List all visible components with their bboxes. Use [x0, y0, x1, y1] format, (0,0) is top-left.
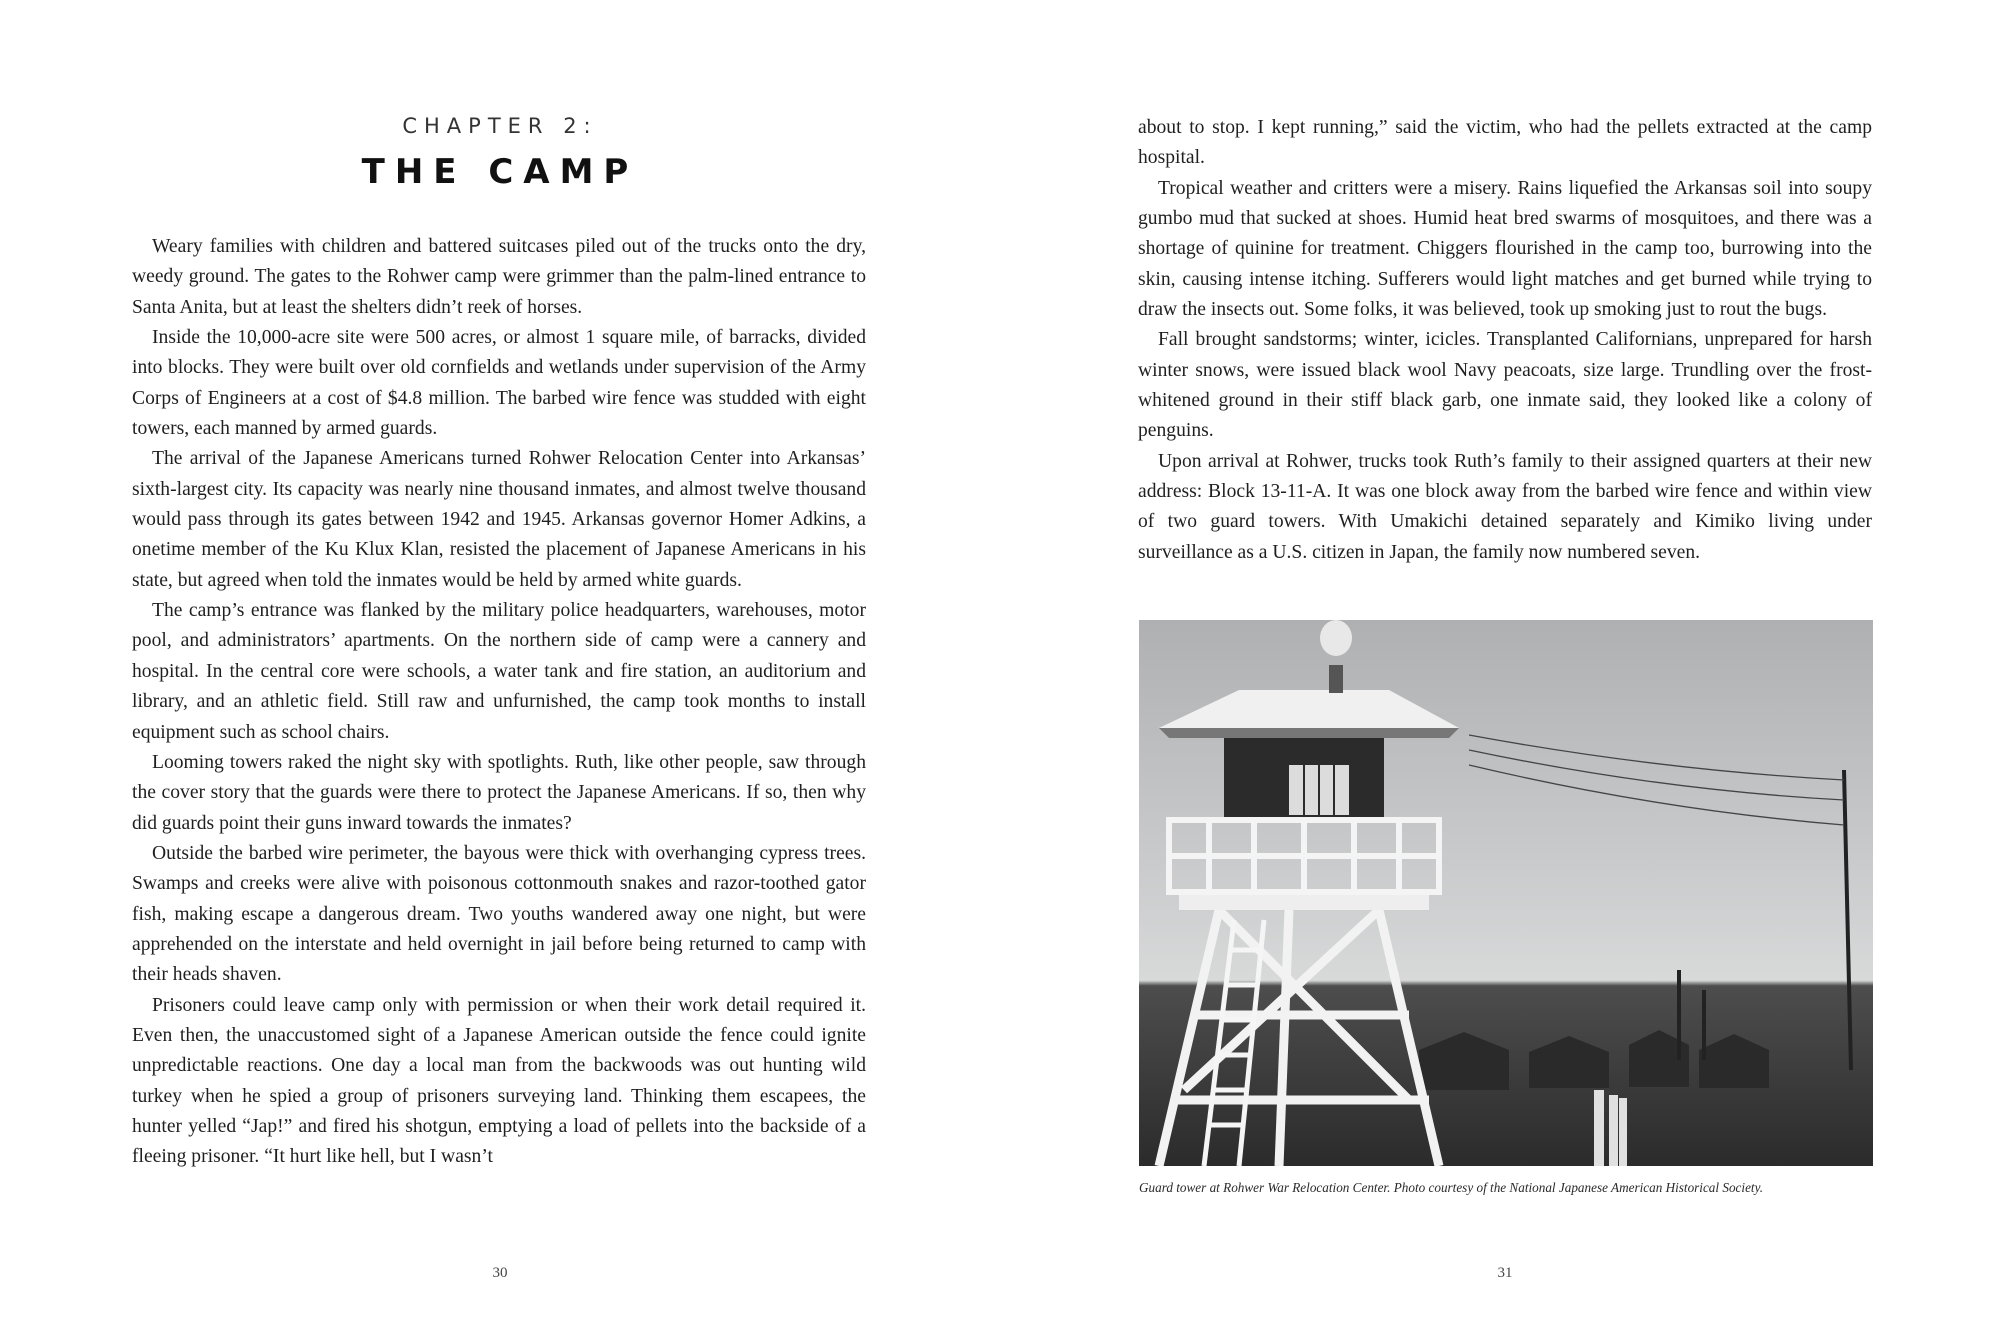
page-number: 30: [492, 1265, 508, 1281]
paragraph: Tropical weather and critters were a misery. Rains liquefied the Arkansas soil into soupy gumbo mud that sucked at shoes. Humid heat bred swarms of mosquitoes, and there was a shortage of quinine for treatment. Chiggers flourished in the camp too, burrowing into the skin, causing intense itching. Sufferers would light matches and get burned while trying to draw the insects out. Some folks, it was believed, took up smoking just to rout the bugs.: [1138, 177, 1872, 321]
paragraph: Prisoners could leave camp only with permission or when their work detail required it. Even then, the unaccustomed sight of a Japanese American outside the fence could ignite unpredictable reactions. One day a local man from the backwoods was out hunting wild turkey when he spied a group of prisoners surveying land. Thinking them escapees, the hunter yelled “Jap!” and fired his shotgun, emptying a load of pellets into the backside of a fleeing prisoner. “It hurt like hell, but I wasn’t: [132, 994, 866, 1168]
paragraph: Weary families with children and battered suitcases piled out of the trucks onto the dry, weedy ground. The gates to the Rohwer camp were grimmer than the palm-lined entrance to Santa Anita, but at least the shelters didn’t reek of horses.: [132, 236, 866, 318]
paragraph: Upon arrival at Rohwer, trucks took Ruth’s family to their assigned quarters at their new address: Block 13-11-A. It was one block away from the barbed wire fence and within view of two guard towers. With Umakichi detained separately and Kimiko living under surveillance as a U.S. citizen in Japan, the family now numbered seven.: [1138, 450, 1872, 563]
chapter-title: THE CAMP: [361, 152, 639, 192]
chapter-label: CHAPTER 2:: [402, 114, 598, 138]
guard-tower-illustration: [1139, 620, 1873, 1166]
right-page: [1000, 0, 2000, 1333]
paragraph: The camp’s entrance was flanked by the military police headquarters, warehouses, motor pool, and administrators’ apartments. On the northern side of camp were a cannery and hospital. In the central core were schools, a water tank and fire station, an auditorium and library, and an athletic field. Still raw and unfurnished, the camp took months to install equipment such as school chairs.: [132, 600, 866, 743]
photo-caption: Guard tower at Rohwer War Relocation Center. Photo courtesy of the National Japanese American Historical Society.: [1139, 1180, 1764, 1195]
paragraph: Looming towers raked the night sky with spotlights. Ruth, like other people, saw through the cover story that the guards were there to protect the Japanese Americans. If so, then why did guards point their guns inward towards the inmates?: [132, 751, 866, 834]
paragraph: Inside the 10,000-acre site were 500 acres, or almost 1 square mile, of barracks, divided into blocks. They were built over old cornfields and wetlands under supervision of the Army Corps of Engineers at a cost of $4.8 million. The barbed wire fence was studded with eight towers, each manned by armed guards.: [132, 327, 866, 440]
paragraph: about to stop. I kept running,” said the victim, who had the pellets extracted at the camp hospital.: [1138, 117, 1872, 169]
paragraph: Outside the barbed wire perimeter, the bayous were thick with overhanging cypress trees. Swamps and creeks were alive with poisonous cottonmouth snakes and razor-toothed gator fish, making escape a dangerous dream. Two youths wandered away one night, but were apprehended on the interstate and held overnight in jail before being returned to camp with their heads shaven.: [132, 842, 866, 986]
guard-tower-photo: [1139, 620, 1873, 1166]
right-body-text: [1138, 113, 1872, 568]
paragraph: The arrival of the Japanese Americans turned Rohwer Relocation Center into Arkansas’ sixth-largest city. Its capacity was nearly nine thousand inmates, and almost twelve thousand would pass through its gates between 1942 and 1945. Arkansas governor Homer Adkins, a onetime member of the Ku Klux Klan, resisted the placement of Japanese Americans in his state, but agreed when told the inmates would be held by armed white guards.: [132, 448, 866, 591]
page-number: 31: [1497, 1265, 1513, 1281]
left-body-text: [132, 232, 866, 1173]
paragraph: Fall brought sandstorms; winter, icicles. Transplanted Californians, unprepared for harsh winter snows, were issued black wool Navy peacoats, size large. Trundling over the frost-whitened ground in their stiff black garb, one inmate said, they looked like a colony of penguins.: [1138, 329, 1872, 442]
